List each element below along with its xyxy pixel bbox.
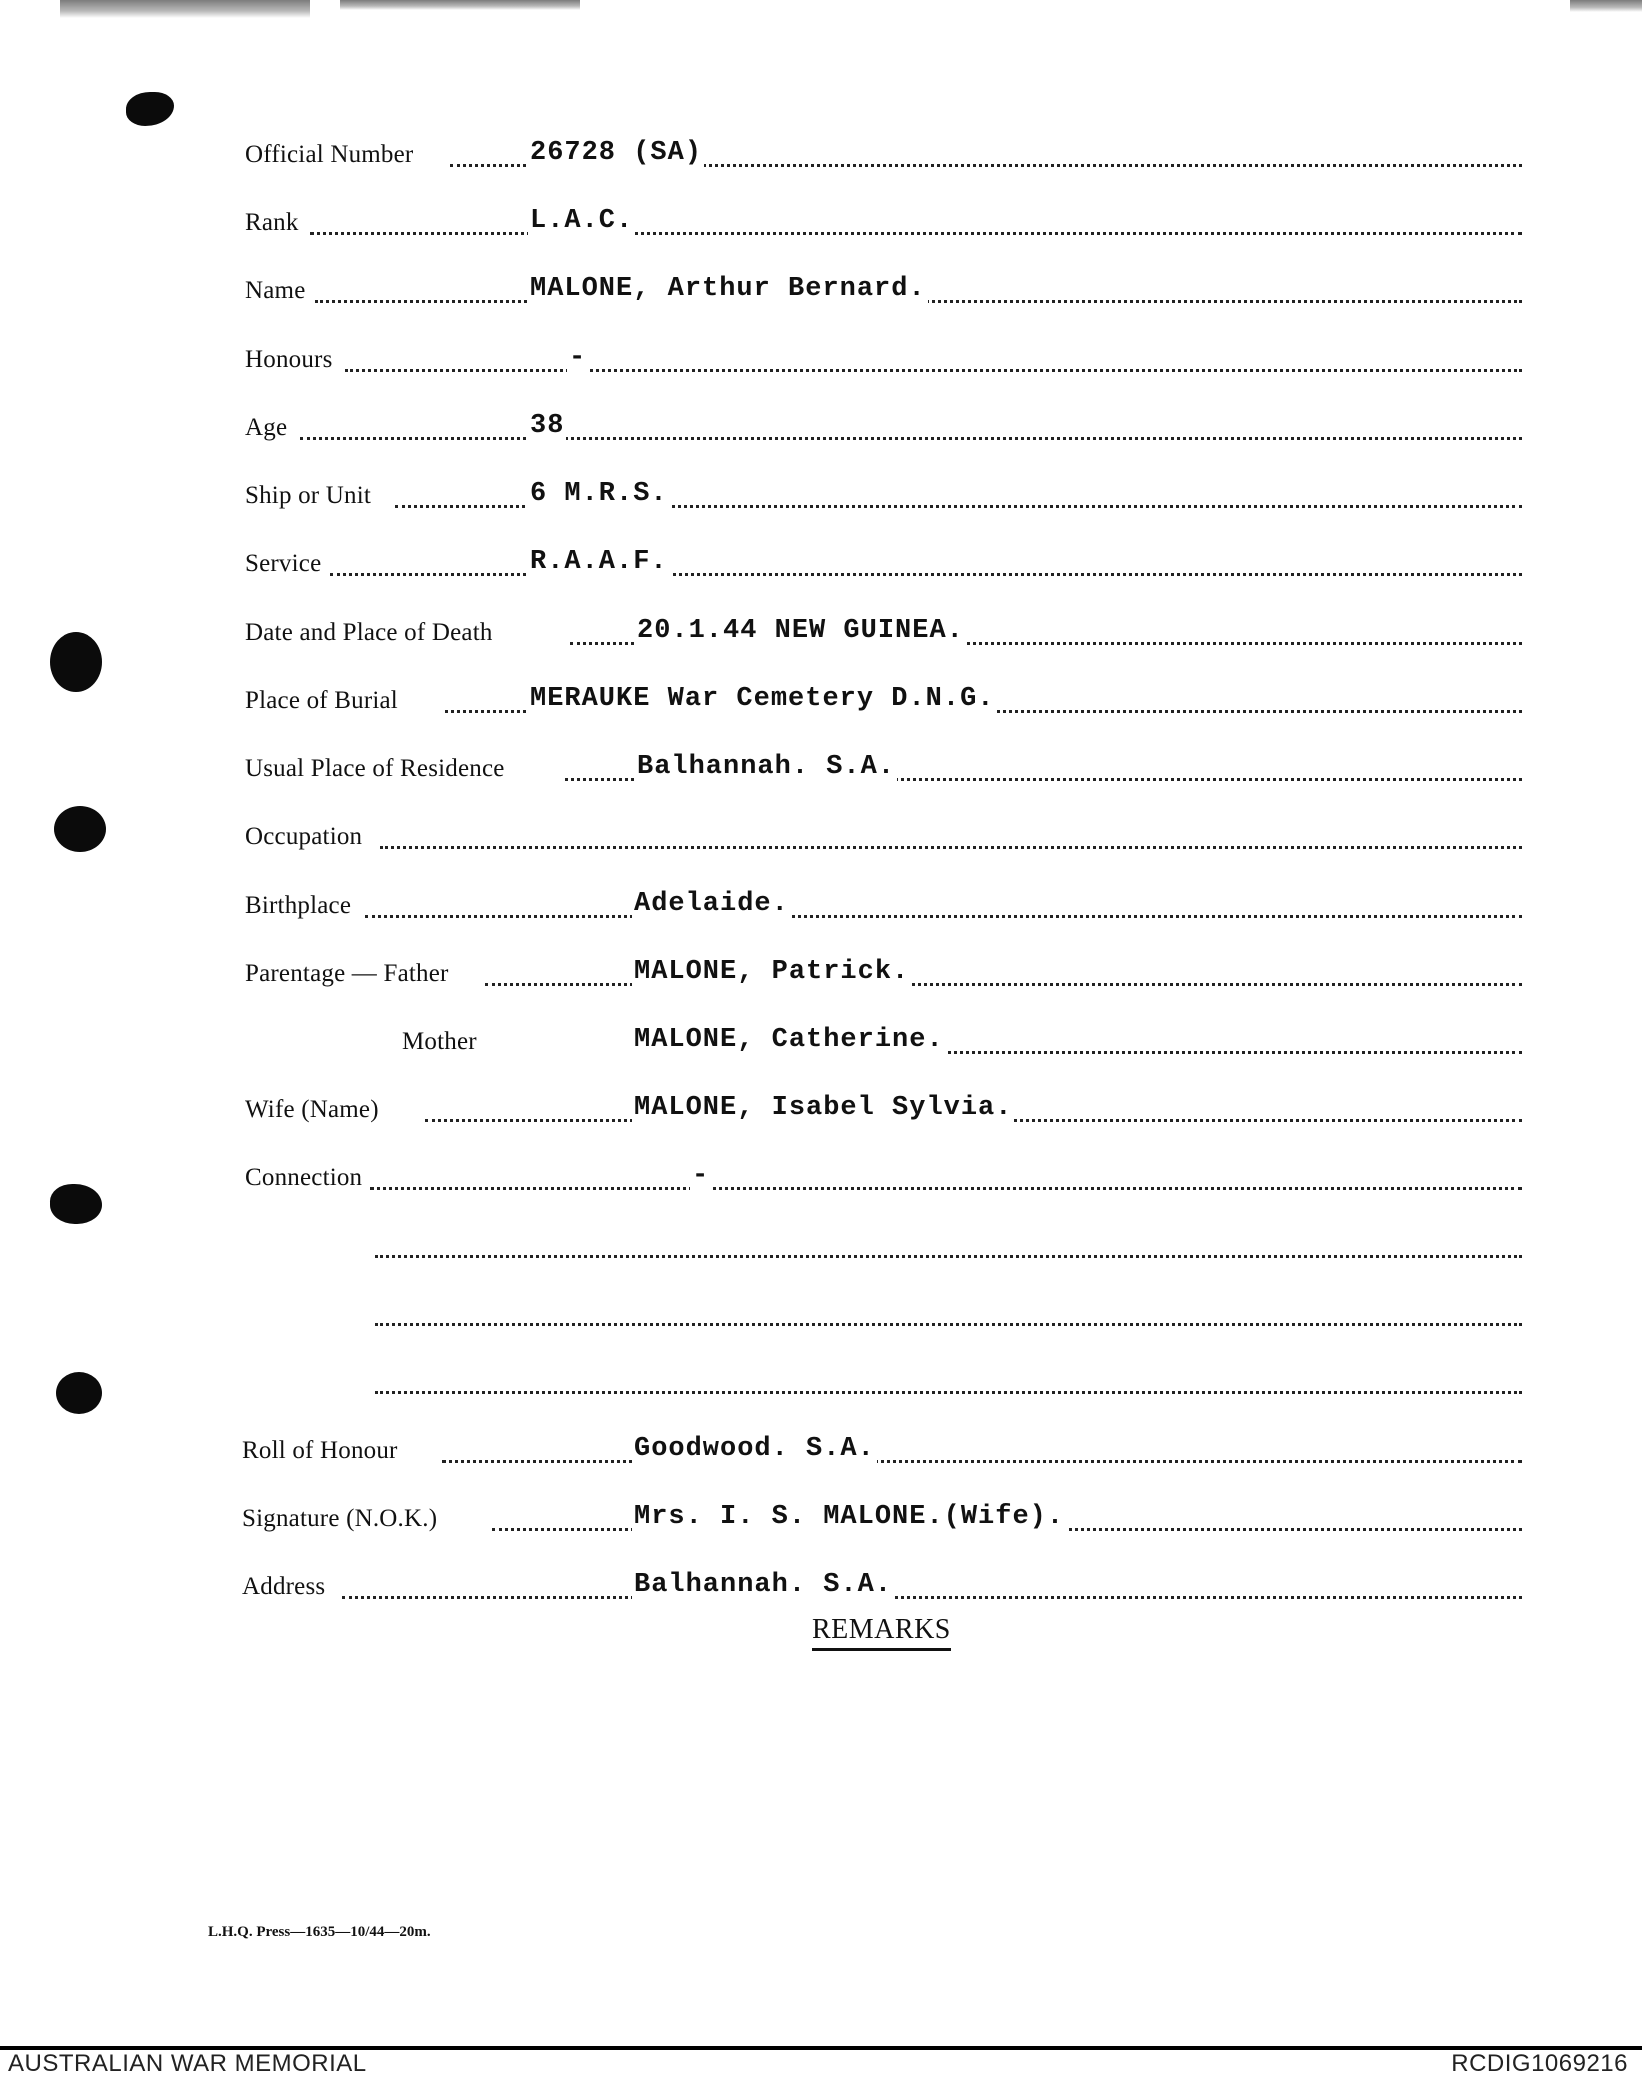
field-label: Roll of Honour: [242, 1437, 398, 1464]
field-value: Goodwood. S.A.: [634, 1434, 875, 1464]
form-row: [245, 609, 1522, 653]
field-value: 20.1.44 NEW GUINEA.: [637, 616, 964, 646]
field-label: Occupation: [245, 823, 363, 850]
field-label: Birthplace: [245, 892, 352, 919]
form-row: [245, 677, 1522, 721]
field-value: Balhannah. S.A.: [634, 1570, 893, 1600]
field-label: Usual Place of Residence: [245, 755, 505, 782]
form-row: [245, 404, 1522, 448]
field-value: 38: [530, 411, 565, 441]
field-label: Honours: [245, 346, 333, 373]
field-value: MALONE, Isabel Sylvia.: [634, 1093, 1013, 1123]
scan-smudge: [60, 0, 310, 18]
field-label: Date and Place of Death: [245, 619, 493, 646]
form-row: [245, 1018, 1522, 1062]
dotted-rule: [365, 915, 1522, 918]
dotted-rule: [300, 437, 1522, 440]
field-label: Place of Burial: [245, 687, 398, 714]
dotted-rule: [375, 1323, 1522, 1326]
field-value: Mrs. I. S. MALONE.(Wife).: [634, 1502, 1065, 1532]
form-row: [245, 1086, 1522, 1130]
form-row: [242, 1427, 1522, 1471]
field-value: L.A.C.: [530, 206, 634, 236]
field-value: MALONE, Arthur Bernard.: [530, 274, 926, 304]
form-row: [245, 131, 1522, 175]
scan-smudge: [1570, 0, 1642, 12]
field-label: Connection: [245, 1164, 363, 1191]
field-label: Wife (Name): [245, 1096, 379, 1123]
form-row: [245, 540, 1522, 584]
dotted-rule: [380, 846, 1522, 849]
dotted-rule: [345, 369, 1522, 372]
dotted-rule: [442, 1460, 1522, 1463]
dotted-rule: [370, 1187, 1522, 1190]
field-label: Ship or Unit: [245, 482, 372, 509]
field-value: MALONE, Catherine.: [634, 1025, 944, 1055]
field-value: Balhannah. S.A.: [637, 752, 896, 782]
form-row: [245, 950, 1522, 994]
field-value: 26728 (SA): [530, 138, 703, 168]
form-row: [245, 745, 1522, 789]
field-label: Mother: [402, 1028, 477, 1055]
field-value: MALONE, Patrick.: [634, 957, 910, 987]
form-row: [242, 1563, 1522, 1607]
form-row: [245, 813, 1522, 857]
punch-hole: [56, 1372, 102, 1414]
form-row: [245, 267, 1522, 311]
press-note: L.H.Q. Press—1635—10/44—20m.: [208, 1924, 431, 1940]
field-label: Official Number: [245, 141, 414, 168]
field-label: Signature (N.O.K.): [242, 1505, 438, 1532]
form-row: [245, 472, 1522, 516]
footer-institution: AUSTRALIAN WAR MEMORIAL: [8, 2050, 367, 2077]
scan-smudge: [340, 0, 580, 10]
field-value: MERAUKE War Cemetery D.N.G.: [530, 684, 995, 714]
dotted-rule: [342, 1596, 1522, 1599]
form-row: [245, 199, 1522, 243]
field-value: -: [692, 1161, 710, 1191]
form-row: [245, 1358, 1522, 1402]
punch-hole: [50, 1184, 102, 1224]
form-row: [245, 882, 1522, 926]
field-label: Rank: [245, 209, 299, 236]
field-label: Name: [245, 277, 306, 304]
field-value: 6 M.R.S.: [530, 479, 668, 509]
dotted-rule: [310, 232, 1522, 235]
form-row: [245, 336, 1522, 380]
form-row: [242, 1495, 1522, 1539]
field-label: Service: [245, 550, 322, 577]
field-value: Adelaide.: [634, 889, 789, 919]
field-value: R.A.A.F.: [530, 547, 668, 577]
field-label: Age: [245, 414, 288, 441]
remarks-heading: REMARKS: [812, 1614, 951, 1651]
form-row: [245, 1290, 1522, 1334]
footer-identifier: RCDIG1069216: [1451, 2050, 1628, 2077]
dotted-rule: [375, 1391, 1522, 1394]
punch-hole: [126, 92, 174, 126]
dotted-rule: [375, 1255, 1522, 1258]
punch-hole: [54, 806, 106, 852]
field-value: -: [569, 343, 587, 373]
dotted-rule: [330, 573, 1522, 576]
form-row: [245, 1154, 1522, 1198]
punch-hole: [50, 632, 102, 692]
field-label: Address: [242, 1573, 326, 1600]
field-label: Parentage — Father: [245, 960, 449, 987]
form-row: [245, 1222, 1522, 1266]
